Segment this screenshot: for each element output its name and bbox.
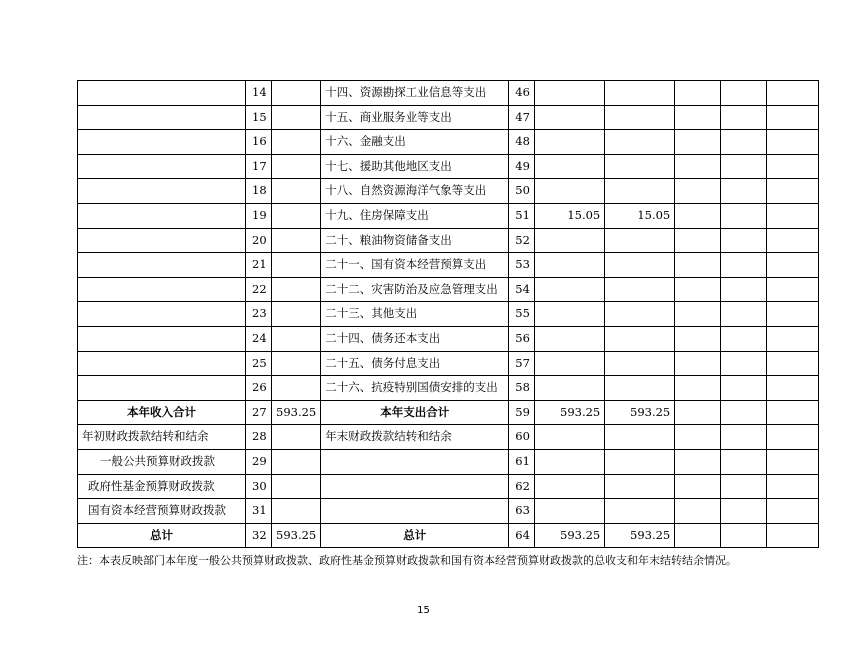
empty-cell bbox=[721, 376, 767, 401]
expenditure-total-cell bbox=[535, 351, 605, 376]
expenditure-line-number-cell: 64 bbox=[509, 523, 535, 548]
expenditure-item-cell: 二十五、债务付息支出 bbox=[321, 351, 509, 376]
income-line-number-cell: 21 bbox=[246, 253, 272, 278]
income-line-number-cell: 19 bbox=[246, 203, 272, 228]
expenditure-total-cell bbox=[535, 302, 605, 327]
empty-cell bbox=[767, 253, 819, 278]
expenditure-item-cell: 二十一、国有资本经营预算支出 bbox=[321, 253, 509, 278]
empty-cell bbox=[721, 105, 767, 130]
expenditure-general-budget-cell: 593.25 bbox=[605, 523, 675, 548]
empty-cell bbox=[767, 81, 819, 106]
empty-cell bbox=[767, 425, 819, 450]
income-item-cell: 政府性基金预算财政拨款 bbox=[78, 474, 246, 499]
income-item-cell bbox=[78, 203, 246, 228]
expenditure-item-cell: 十四、资源勘探工业信息等支出 bbox=[321, 81, 509, 106]
income-line-number-cell: 18 bbox=[246, 179, 272, 204]
empty-cell bbox=[767, 105, 819, 130]
income-item-cell: 本年收入合计 bbox=[78, 400, 246, 425]
page-number: 15 bbox=[417, 605, 430, 616]
empty-cell bbox=[721, 277, 767, 302]
expenditure-item-cell: 二十二、灾害防治及应急管理支出 bbox=[321, 277, 509, 302]
income-amount-cell bbox=[272, 474, 321, 499]
expenditure-total-cell bbox=[535, 253, 605, 278]
empty-cell bbox=[675, 179, 721, 204]
income-item-cell: 年初财政拨款结转和结余 bbox=[78, 425, 246, 450]
empty-cell bbox=[721, 203, 767, 228]
income-line-number-cell: 30 bbox=[246, 474, 272, 499]
income-item-cell bbox=[78, 81, 246, 106]
empty-cell bbox=[721, 326, 767, 351]
income-line-number-cell: 32 bbox=[246, 523, 272, 548]
empty-cell bbox=[675, 228, 721, 253]
income-line-number-cell: 27 bbox=[246, 400, 272, 425]
expenditure-item-cell bbox=[321, 449, 509, 474]
expenditure-total-cell bbox=[535, 376, 605, 401]
expenditure-general-budget-cell bbox=[605, 179, 675, 204]
income-item-cell bbox=[78, 130, 246, 155]
empty-cell bbox=[675, 499, 721, 524]
income-item-cell bbox=[78, 302, 246, 327]
empty-cell bbox=[675, 253, 721, 278]
expenditure-item-cell: 十六、金融支出 bbox=[321, 130, 509, 155]
expenditure-total-cell bbox=[535, 277, 605, 302]
expenditure-general-budget-cell bbox=[605, 326, 675, 351]
income-amount-cell bbox=[272, 228, 321, 253]
expenditure-total-cell bbox=[535, 179, 605, 204]
empty-cell bbox=[675, 302, 721, 327]
income-amount-cell bbox=[272, 81, 321, 106]
income-line-number-cell: 29 bbox=[246, 449, 272, 474]
expenditure-item-cell: 二十四、债务还本支出 bbox=[321, 326, 509, 351]
expenditure-line-number-cell: 56 bbox=[509, 326, 535, 351]
table-row bbox=[78, 203, 819, 228]
empty-cell bbox=[721, 400, 767, 425]
expenditure-total-cell bbox=[535, 154, 605, 179]
expenditure-total-cell bbox=[535, 474, 605, 499]
expenditure-line-number-cell: 49 bbox=[509, 154, 535, 179]
expenditure-line-number-cell: 46 bbox=[509, 81, 535, 106]
expenditure-general-budget-cell bbox=[605, 351, 675, 376]
table-row bbox=[78, 154, 819, 179]
income-line-number-cell: 28 bbox=[246, 425, 272, 450]
expenditure-total-cell: 593.25 bbox=[535, 523, 605, 548]
income-line-number-cell: 25 bbox=[246, 351, 272, 376]
empty-cell bbox=[675, 130, 721, 155]
expenditure-general-budget-cell: 15.05 bbox=[605, 203, 675, 228]
empty-cell bbox=[721, 130, 767, 155]
income-item-cell: 总计 bbox=[78, 523, 246, 548]
empty-cell bbox=[767, 351, 819, 376]
expenditure-total-cell bbox=[535, 130, 605, 155]
expenditure-item-cell: 十九、住房保障支出 bbox=[321, 203, 509, 228]
income-amount-cell bbox=[272, 302, 321, 327]
expenditure-item-cell: 二十六、抗疫特别国债安排的支出 bbox=[321, 376, 509, 401]
income-amount-cell bbox=[272, 376, 321, 401]
expenditure-total-cell bbox=[535, 81, 605, 106]
expenditure-line-number-cell: 60 bbox=[509, 425, 535, 450]
income-item-cell bbox=[78, 105, 246, 130]
empty-cell bbox=[767, 499, 819, 524]
income-amount-cell: 593.25 bbox=[272, 523, 321, 548]
empty-cell bbox=[767, 400, 819, 425]
expenditure-total-cell bbox=[535, 105, 605, 130]
empty-cell bbox=[675, 351, 721, 376]
table-row bbox=[78, 326, 819, 351]
empty-cell bbox=[721, 228, 767, 253]
empty-cell bbox=[675, 105, 721, 130]
empty-cell bbox=[721, 499, 767, 524]
table-row bbox=[78, 130, 819, 155]
expenditure-total-cell bbox=[535, 499, 605, 524]
income-line-number-cell: 22 bbox=[246, 277, 272, 302]
empty-cell bbox=[721, 154, 767, 179]
expenditure-general-budget-cell bbox=[605, 277, 675, 302]
empty-cell bbox=[767, 302, 819, 327]
table-row bbox=[78, 253, 819, 278]
empty-cell bbox=[675, 400, 721, 425]
table-row bbox=[78, 81, 819, 106]
expenditure-general-budget-cell bbox=[605, 130, 675, 155]
income-line-number-cell: 20 bbox=[246, 228, 272, 253]
empty-cell bbox=[675, 449, 721, 474]
expenditure-line-number-cell: 61 bbox=[509, 449, 535, 474]
empty-cell bbox=[767, 228, 819, 253]
empty-cell bbox=[767, 130, 819, 155]
table-row bbox=[78, 277, 819, 302]
empty-cell bbox=[767, 523, 819, 548]
income-item-cell bbox=[78, 228, 246, 253]
income-amount-cell bbox=[272, 154, 321, 179]
income-amount-cell bbox=[272, 179, 321, 204]
income-line-number-cell: 16 bbox=[246, 130, 272, 155]
empty-cell bbox=[675, 326, 721, 351]
empty-cell bbox=[675, 277, 721, 302]
table-row bbox=[78, 179, 819, 204]
expenditure-general-budget-cell bbox=[605, 474, 675, 499]
expenditure-line-number-cell: 50 bbox=[509, 179, 535, 204]
empty-cell bbox=[675, 523, 721, 548]
expenditure-line-number-cell: 57 bbox=[509, 351, 535, 376]
income-line-number-cell: 26 bbox=[246, 376, 272, 401]
income-item-cell bbox=[78, 326, 246, 351]
income-amount-cell bbox=[272, 425, 321, 450]
income-amount-cell bbox=[272, 326, 321, 351]
table-row bbox=[78, 400, 819, 425]
expenditure-general-budget-cell bbox=[605, 253, 675, 278]
expenditure-line-number-cell: 58 bbox=[509, 376, 535, 401]
income-item-cell bbox=[78, 277, 246, 302]
expenditure-total-cell bbox=[535, 326, 605, 351]
table-row bbox=[78, 376, 819, 401]
expenditure-line-number-cell: 52 bbox=[509, 228, 535, 253]
expenditure-item-cell: 总计 bbox=[321, 523, 509, 548]
income-item-cell: 国有资本经营预算财政拨款 bbox=[78, 499, 246, 524]
expenditure-general-budget-cell bbox=[605, 449, 675, 474]
expenditure-line-number-cell: 47 bbox=[509, 105, 535, 130]
expenditure-general-budget-cell bbox=[605, 81, 675, 106]
expenditure-line-number-cell: 53 bbox=[509, 253, 535, 278]
income-amount-cell: 593.25 bbox=[272, 400, 321, 425]
table-row bbox=[78, 523, 819, 548]
expenditure-line-number-cell: 59 bbox=[509, 400, 535, 425]
expenditure-item-cell: 本年支出合计 bbox=[321, 400, 509, 425]
empty-cell bbox=[767, 203, 819, 228]
expenditure-line-number-cell: 51 bbox=[509, 203, 535, 228]
expenditure-total-cell bbox=[535, 228, 605, 253]
expenditure-line-number-cell: 48 bbox=[509, 130, 535, 155]
income-item-cell bbox=[78, 351, 246, 376]
expenditure-item-cell: 二十、粮油物资储备支出 bbox=[321, 228, 509, 253]
income-item-cell bbox=[78, 179, 246, 204]
table-row bbox=[78, 105, 819, 130]
income-line-number-cell: 17 bbox=[246, 154, 272, 179]
expenditure-total-cell bbox=[535, 425, 605, 450]
table-row bbox=[78, 425, 819, 450]
empty-cell bbox=[675, 154, 721, 179]
empty-cell bbox=[675, 425, 721, 450]
expenditure-item-cell: 二十三、其他支出 bbox=[321, 302, 509, 327]
empty-cell bbox=[721, 523, 767, 548]
empty-cell bbox=[721, 81, 767, 106]
income-line-number-cell: 14 bbox=[246, 81, 272, 106]
expenditure-total-cell: 593.25 bbox=[535, 400, 605, 425]
empty-cell bbox=[767, 154, 819, 179]
empty-cell bbox=[767, 179, 819, 204]
income-line-number-cell: 31 bbox=[246, 499, 272, 524]
empty-cell bbox=[721, 425, 767, 450]
empty-cell bbox=[767, 474, 819, 499]
income-amount-cell bbox=[272, 351, 321, 376]
empty-cell bbox=[675, 376, 721, 401]
income-amount-cell bbox=[272, 105, 321, 130]
income-amount-cell bbox=[272, 253, 321, 278]
empty-cell bbox=[767, 376, 819, 401]
empty-cell bbox=[721, 449, 767, 474]
empty-cell bbox=[767, 277, 819, 302]
table-row bbox=[78, 351, 819, 376]
expenditure-item-cell bbox=[321, 474, 509, 499]
expenditure-general-budget-cell bbox=[605, 499, 675, 524]
expenditure-item-cell: 十八、自然资源海洋气象等支出 bbox=[321, 179, 509, 204]
expenditure-item-cell: 十五、商业服务业等支出 bbox=[321, 105, 509, 130]
expenditure-general-budget-cell bbox=[605, 228, 675, 253]
empty-cell bbox=[721, 474, 767, 499]
income-amount-cell bbox=[272, 277, 321, 302]
expenditure-total-cell bbox=[535, 449, 605, 474]
table-row bbox=[78, 449, 819, 474]
expenditure-line-number-cell: 55 bbox=[509, 302, 535, 327]
empty-cell bbox=[721, 302, 767, 327]
expenditure-general-budget-cell: 593.25 bbox=[605, 400, 675, 425]
empty-cell bbox=[721, 179, 767, 204]
income-line-number-cell: 15 bbox=[246, 105, 272, 130]
table-row bbox=[78, 474, 819, 499]
table-row bbox=[78, 228, 819, 253]
table-row bbox=[78, 499, 819, 524]
income-amount-cell bbox=[272, 449, 321, 474]
empty-cell bbox=[675, 81, 721, 106]
expenditure-general-budget-cell bbox=[605, 154, 675, 179]
expenditure-general-budget-cell bbox=[605, 425, 675, 450]
expenditure-line-number-cell: 62 bbox=[509, 474, 535, 499]
income-amount-cell bbox=[272, 499, 321, 524]
budget-table bbox=[77, 80, 819, 548]
income-amount-cell bbox=[272, 130, 321, 155]
expenditure-general-budget-cell bbox=[605, 105, 675, 130]
table-row bbox=[78, 302, 819, 327]
empty-cell bbox=[721, 253, 767, 278]
empty-cell bbox=[675, 203, 721, 228]
footnote: 注：本表反映部门本年度一般公共预算财政拨款、政府性基金预算财政拨款和国有资本经营预算财政拨款的总收支和年末结转结余情况。 bbox=[77, 554, 737, 567]
income-item-cell bbox=[78, 376, 246, 401]
expenditure-item-cell: 年末财政拨款结转和结余 bbox=[321, 425, 509, 450]
expenditure-item-cell: 十七、援助其他地区支出 bbox=[321, 154, 509, 179]
expenditure-general-budget-cell bbox=[605, 302, 675, 327]
income-item-cell bbox=[78, 253, 246, 278]
income-line-number-cell: 23 bbox=[246, 302, 272, 327]
expenditure-line-number-cell: 63 bbox=[509, 499, 535, 524]
empty-cell bbox=[721, 351, 767, 376]
expenditure-general-budget-cell bbox=[605, 376, 675, 401]
income-line-number-cell: 24 bbox=[246, 326, 272, 351]
empty-cell bbox=[675, 474, 721, 499]
income-item-cell bbox=[78, 154, 246, 179]
income-item-cell: 一般公共预算财政拨款 bbox=[78, 449, 246, 474]
empty-cell bbox=[767, 449, 819, 474]
income-amount-cell bbox=[272, 203, 321, 228]
expenditure-total-cell: 15.05 bbox=[535, 203, 605, 228]
empty-cell bbox=[767, 326, 819, 351]
expenditure-item-cell bbox=[321, 499, 509, 524]
expenditure-line-number-cell: 54 bbox=[509, 277, 535, 302]
